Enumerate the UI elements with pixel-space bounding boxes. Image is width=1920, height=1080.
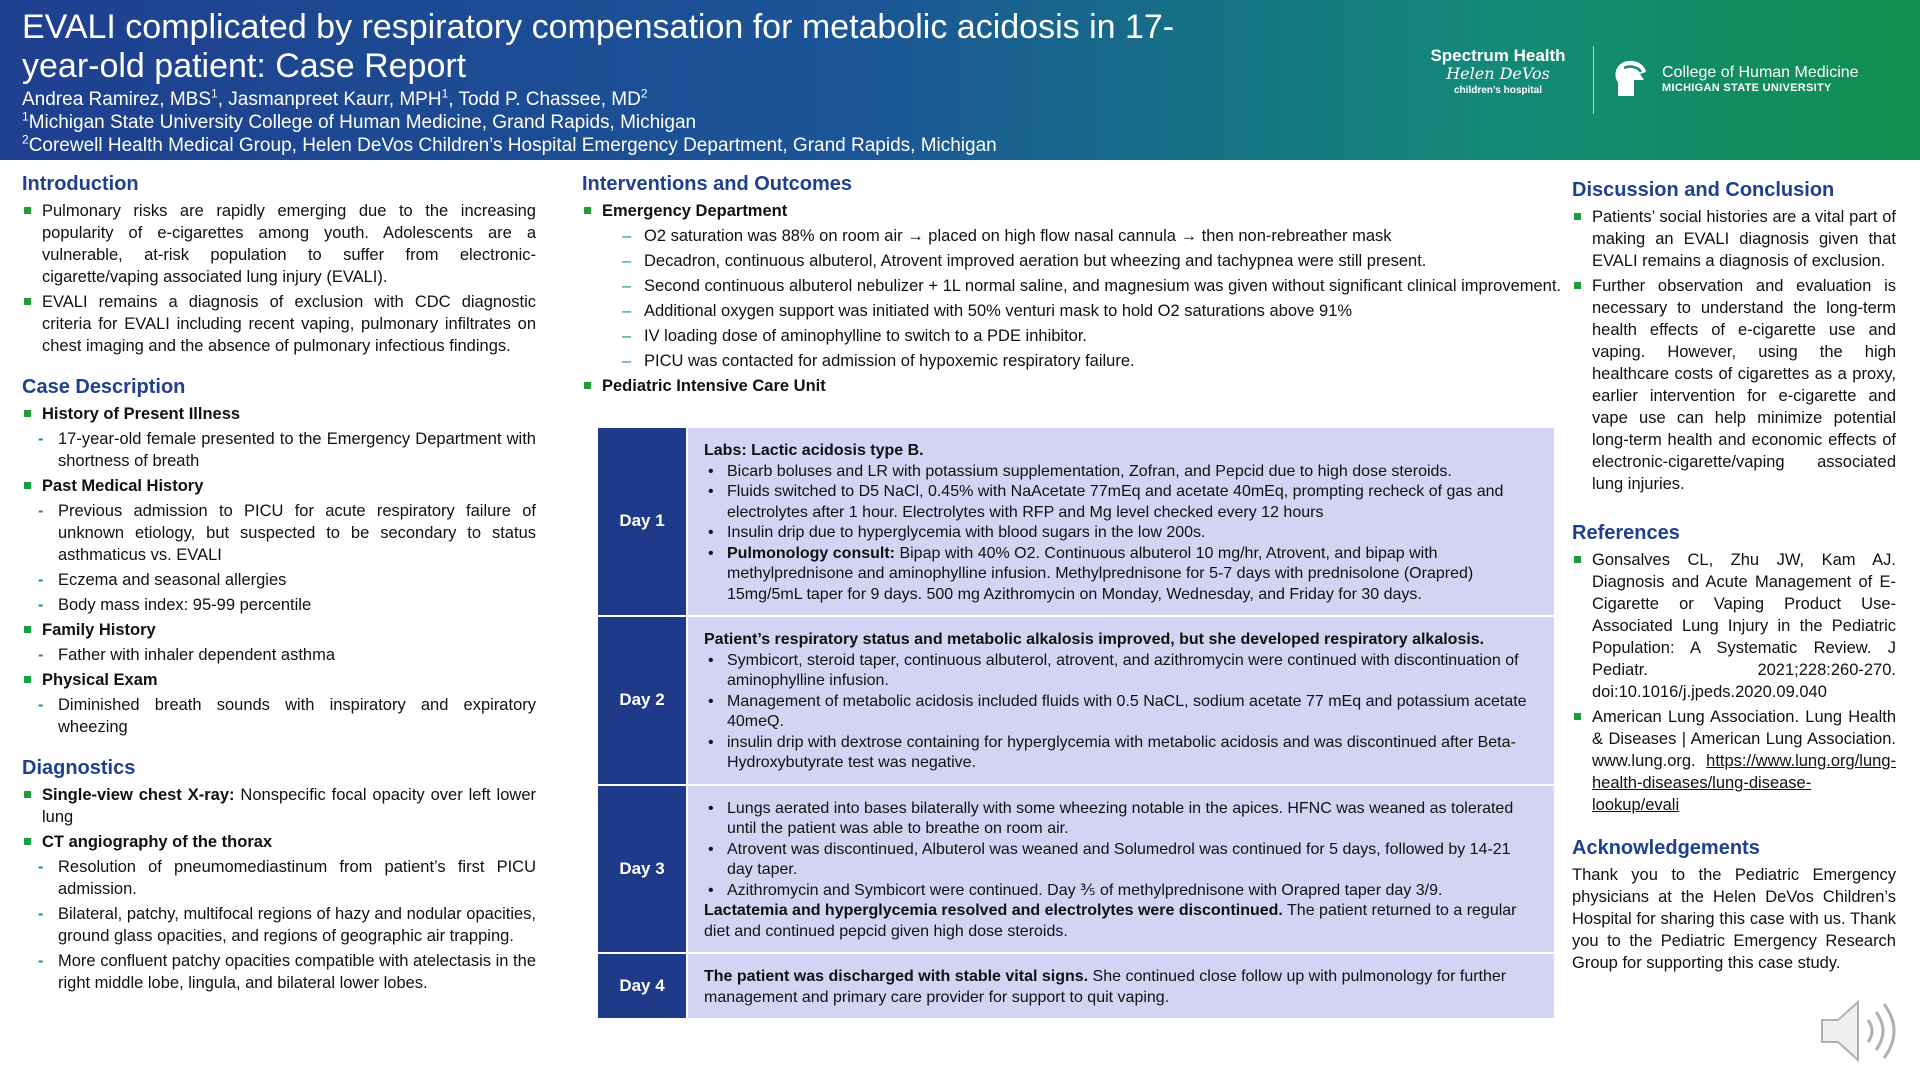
list-item: History of Present Illness xyxy=(22,403,536,425)
list-item: Single-view chest X-ray: Nonspecific focal opacity over left lower lung xyxy=(22,784,536,828)
table-row xyxy=(598,954,1554,1018)
reference-link[interactable]: https://www.lung.org/lung-health-diseases/lung-disease-lookup/evali xyxy=(1592,752,1896,814)
list-item: - Eczema and seasonal allergies xyxy=(38,569,536,591)
list-item: - Resolution of pneumomediastinum from patient’s first PICU admission. xyxy=(38,856,536,900)
list-item: - Diminished breath sounds with inspiratory and expiratory wheezing xyxy=(38,694,536,738)
list-item: Emergency Department xyxy=(582,200,1564,222)
list-item: - 17-year-old female presented to the Emergency Department with shortness of breath xyxy=(38,428,536,472)
speaker-icon[interactable] xyxy=(1818,994,1902,1068)
list-item: CT angiography of the thorax xyxy=(22,831,536,853)
list-item: • Azithromycin and Symbicort were continued. Day ⅗ of methylprednisone with Orapred taper day 3/9. xyxy=(704,881,1538,902)
section-heading: Diagnostics xyxy=(22,757,136,779)
list-item: • Lungs aerated into bases bilaterally with some wheezing notable in the apices. HFNC was weaned as tolerated until the patient was able to breathe on room air. xyxy=(704,799,1538,840)
list-item: • insulin drip with dextrose containing for hyperglycemia with metabolic acidosis and was discontinued after Beta-Hydroxybutyrate test was negative. xyxy=(704,733,1538,774)
reference-item: American Lung Association. Lung Health & Diseases | American Lung Association. www.lung.org. https://www.lung.org/lung-health-diseases/lung-disease-lookup/evali xyxy=(1572,706,1896,816)
list-item: • Fluids switched to D5 NaCl, 0.45% with NaAcetate 77mEq and acetate 40mEq, prompting recheck of gas and electrolytes after 1 hour. Electrolytes with RFP and Mg level checked every 12 hours xyxy=(704,482,1538,523)
acknowledgements-section xyxy=(1572,836,1896,974)
author-line xyxy=(22,88,997,111)
diagnostics-section xyxy=(22,756,536,994)
msu-logo: College of Human Medicine MICHIGAN STATE UNIVERSITY xyxy=(1610,56,1870,104)
list-item: – Additional oxygen support was initiated with 50% venturi mask to hold O2 saturations above 91% xyxy=(622,300,1564,322)
discussion-section xyxy=(1572,178,1896,495)
references-section xyxy=(1572,521,1896,816)
list-item: - Previous admission to PICU for acute respiratory failure of unknown etiology, but suspected to be secondary to status asthmaticus vs. EVALI xyxy=(38,500,536,566)
poster-title: EVALI complicated by respiratory compensation for metabolic acidosis in 17-year-old patient: Case Report xyxy=(22,8,1175,85)
table-row xyxy=(598,786,1554,953)
affiliation-1: $^1$Michigan State University College of Human Medicine, Grand Rapids, Michigan xyxy=(22,109,697,133)
list-item: Patients’ social histories are a vital part of making an EVALI diagnosis given that EVALI remains a diagnosis of exclusion. xyxy=(1572,206,1896,272)
list-item: Pediatric Intensive Care Unit xyxy=(582,375,1564,397)
list-item: - More confluent patchy opacities compatible with atelectasis in the right middle lobe, lingula, and bilateral lower lobes. xyxy=(38,950,536,994)
poster-header xyxy=(0,0,1920,160)
list-item: – O2 saturation was 88% on room air → placed on high flow nasal cannula → then non-rebreather mask xyxy=(622,225,1564,247)
section-heading: Discussion and Conclusion xyxy=(1572,179,1835,201)
reference-item: Gonsalves CL, Zhu JW, Kam AJ. Diagnosis and Acute Management of E-Cigarette or Vaping Product Use-Associated Lung Injury in the Pediatric Population: A Systematic Review. J Pediatr. 2021;228:260-270. doi:10.1016/j.jpeds.2020.09.040 xyxy=(1572,549,1896,703)
section-heading: Introduction xyxy=(22,173,139,195)
list-item: • Management of metabolic acidosis included fluids with 0.5 NaCL, sodium acetate 77 mEq and potassium acetate 40meQ. xyxy=(704,692,1538,733)
list-item: EVALI remains a diagnosis of exclusion with CDC diagnostic criteria for EVALI including recent vaping, pulmonary infiltrates on chest imaging and the absence of pulmonary infectious findings. xyxy=(22,291,536,357)
table-row xyxy=(598,428,1554,615)
list-item: Pulmonary risks are rapidly emerging due to the increasing popularity of e-cigarettes among youth. Adolescents are a vulnerable, at-risk population to suffer from electronic-cigarette/vaping associated lung injury (EVALI). xyxy=(22,200,536,288)
table-row xyxy=(598,617,1554,784)
day-label: Day 1 xyxy=(598,428,686,615)
case-description-section xyxy=(22,375,536,738)
day-content: Patient’s respiratory status and metabolic alkalosis improved, but she developed respiratory alkalosis. • Symbicort, steroid taper, continuous albuterol, atrovent, and azithromycin were continued with discontinuation of aminophylline infusion. • Management of metabolic acidosis included fluids with 0.5 NaCL, sodium acetate 77 mEq and potassium acetate 40meQ. • insulin drip with dextrose containing for hyperglycemia with metabolic acidosis and was discontinued after Beta-Hydroxybutyrate test was negative. xyxy=(688,617,1554,784)
author: Andrea Ramirez, MBS$^1$, xyxy=(22,86,229,110)
list-item: – PICU was contacted for admission of hypoxemic respiratory failure. xyxy=(622,350,1564,372)
section-heading: Acknowledgements xyxy=(1572,837,1760,859)
list-item: – IV loading dose of aminophylline to switch to a PDE inhibitor. xyxy=(622,325,1564,347)
day-content: The patient was discharged with stable vital signs. She continued close follow up with pulmonology for further management and primary care provider for support to quit vaping. xyxy=(688,954,1554,1018)
section-heading: Interventions and Outcomes xyxy=(582,173,853,195)
list-item: Further observation and evaluation is necessary to understand the long-term health effects of e-cigarette use and vaping. However, using the high healthcare costs of cigarettes as a proxy, earlier intervention for e-cigarette and vape use can help minimize potential long-term health and economic effects of electronic-cigarette/vaping associated lung injuries. xyxy=(1572,275,1896,495)
list-item: • Insulin drip due to hyperglycemia with blood sugars in the low 200s. xyxy=(704,523,1538,544)
list-item: Family History xyxy=(22,619,536,641)
spartan-helmet-icon xyxy=(1610,56,1650,100)
list-item: - Body mass index: 95-99 percentile xyxy=(38,594,536,616)
list-item: – Decadron, continuous albuterol, Atrovent improved aeration but wheezing and tachypnea were still present. xyxy=(622,250,1564,272)
author: Todd P. Chassee, $MD^2$ xyxy=(458,86,648,110)
author-block xyxy=(22,88,997,157)
day-content: • Lungs aerated into bases bilaterally with some wheezing notable in the apices. HFNC was weaned as tolerated until the patient was able to breathe on room air. • Atrovent was discontinued, Albuterol was weaned and Solumedrol was continued for 5 days, followed by 14-21 day taper. • Azithromycin and Symbicort were continued. Day ⅗ of methylprednisone with Orapred taper day 3/9. Lactatemia and hyperglycemia resolved and electrolytes were discontinued. The patient returned to a regular diet and continued pepcid given high dose steroids. xyxy=(688,786,1554,953)
day-label: Day 3 xyxy=(598,786,686,953)
affiliation-2: $^2$Corewell Health Medical Group, Helen DeVos Children’s Hospital Emergency Department, Grand Rapids, Michigan xyxy=(22,132,997,156)
list-item: – Second continuous albuterol nebulizer + 1L normal saline, and magnesium was given without significant clinical improvement. xyxy=(622,275,1564,297)
list-item: • Atrovent was discontinued, Albuterol was weaned and Solumedrol was continued for 5 days, followed by 14-21 day taper. xyxy=(704,840,1538,881)
left-column xyxy=(22,172,536,1012)
introduction-section xyxy=(22,172,536,357)
middle-column xyxy=(582,172,1564,400)
list-item: Physical Exam xyxy=(22,669,536,691)
list-item: • Symbicort, steroid taper, continuous albuterol, atrovent, and azithromycin were continued with discontinuation of aminophylline infusion. xyxy=(704,651,1538,692)
day-label: Day 2 xyxy=(598,617,686,784)
right-column xyxy=(1572,178,1896,992)
day-content: Labs: Lactic acidosis type B. • Bicarb boluses and LR with potassium supplementation, Zofran, and Pepcid due to high dose steroids. • Fluids switched to D5 NaCl, 0.45% with NaAcetate 77mEq and acetate 40mEq, prompting recheck of gas and electrolytes after 1 hour. Electrolytes with RFP and Mg level checked every 12 hours • Insulin drip due to hyperglycemia with blood sugars in the low 200s. • Pulmonology consult: Bipap with 40% O2. Continuous albuterol 10 mg/hr, Atrovent, and bipap with methylprednisone and aminophylline infusion. Methylprednisone for 5-7 days with prednisolone (Orapred) 15mg/5mL taper for 9 days. 500 mg Azithromycin on Monday, Wednesday, and Friday for 30 days. xyxy=(688,428,1554,615)
logo-divider xyxy=(1593,46,1594,114)
spectrum-health-logo: Spectrum Health Helen DeVos children’s hospital xyxy=(1430,46,1566,96)
acknowledgement-text: Thank you to the Pediatric Emergency physicians at the Helen DeVos Children’s Hospital for sharing this case with us. Thank you to the Pediatric Emergency Research Group for supporting this case study. xyxy=(1572,866,1896,972)
author: Jasmanpreet Kaurr, MPH$^1$, xyxy=(228,86,459,110)
section-heading: References xyxy=(1572,522,1680,544)
list-item: • Bicarb boluses and LR with potassium supplementation, Zofran, and Pepcid due to high dose steroids. xyxy=(704,462,1538,483)
list-item: • Pulmonology consult: Bipap with 40% O2. Continuous albuterol 10 mg/hr, Atrovent, and bipap with methylprednisone and aminophylline infusion. Methylprednisone for 5-7 days with prednisolone (Orapred) 15mg/5mL taper for 9 days. 500 mg Azithromycin on Monday, Wednesday, and Friday for 30 days. xyxy=(704,544,1538,606)
list-item: - Father with inhaler dependent asthma xyxy=(38,644,536,666)
list-item: - Bilateral, patchy, multifocal regions of hazy and nodular opacities, ground glass opacities, and regions of geographic air trapping. xyxy=(38,903,536,947)
list-item: Past Medical History xyxy=(22,475,536,497)
day-label: Day 4 xyxy=(598,954,686,1018)
section-heading: Case Description xyxy=(22,376,186,398)
picu-day-table xyxy=(598,428,1554,1020)
